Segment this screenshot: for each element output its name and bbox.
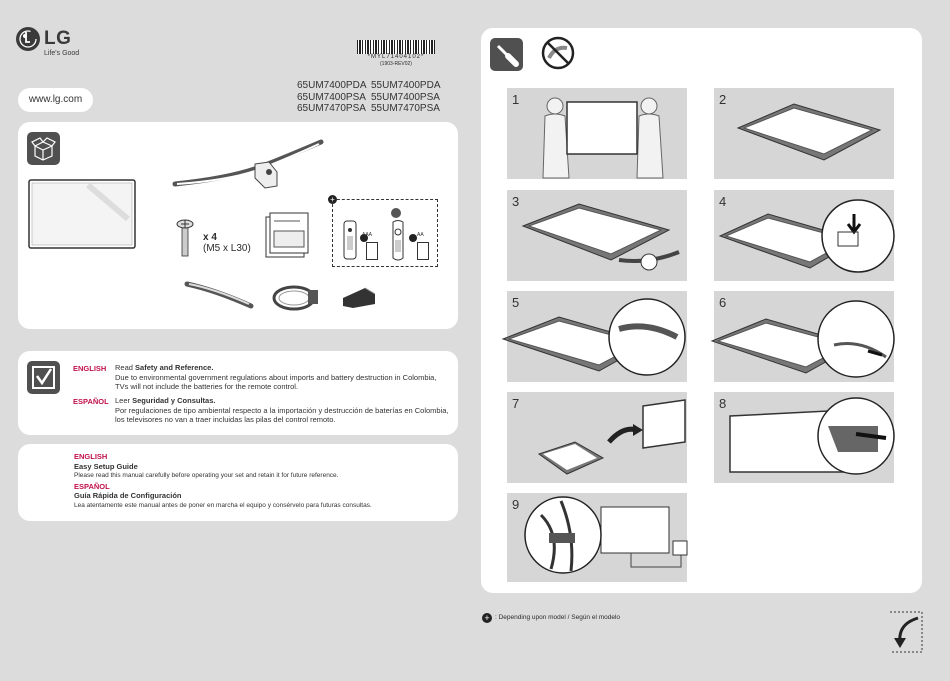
screw-icon [175,219,195,259]
step-number: 1 [512,92,520,107]
screwdriver-icon [490,38,523,71]
stand-illustration [173,136,323,194]
plus-icon: + [328,195,337,204]
step-4-panel [714,190,894,281]
safety-spanish-text: Por regulaciones de tipo ambiental respecto a la importación y destrucción de baterías en Colombia, los televisores no van a traer incluidas las pilas del control remoto. [115,405,449,424]
model-name: 55UM7470PSA [371,103,440,114]
model-list-right [371,80,440,115]
step-6-panel [714,291,894,382]
brand-logo: LG [44,28,72,49]
step-number: 4 [719,194,727,209]
battery-type-aaa: AAA [362,232,373,238]
guide-spanish-title: Guía Rápida de Configuración [74,491,182,500]
step-7-panel [507,392,687,483]
plus-icon [409,234,417,242]
accessories-panel [18,122,458,329]
magic-remote-icon [391,220,405,262]
step-number: 9 [512,497,520,512]
safety-english-block [115,363,450,392]
screw-size: (M5 x L30) [203,243,251,254]
step-8-panel [714,392,894,483]
bluetooth-icon [391,208,401,218]
safety-english-title: Safety and Reference. [135,363,214,372]
battery-icon [366,242,378,260]
step-9-panel [507,493,687,582]
battery-type-aa: AA [417,232,424,238]
cable-holder-illustration [185,280,253,310]
stand-cover-illustration [341,284,377,310]
manual-illustration [264,213,312,259]
model-name: 55UM7400PSA [371,91,440,103]
guide-text-block [74,452,449,510]
step-number: 5 [512,295,520,310]
safety-spanish-title: Seguridad y Consultas. [132,396,216,405]
barcode-revision: (1903-REV02) [380,61,412,67]
model-list-left [297,80,366,115]
guide-english-title: Easy Setup Guide [74,461,138,471]
guide-spanish-label: ESPAÑOL [74,481,110,491]
lg-logo-icon [16,27,40,51]
battery-icon [417,242,429,260]
optional-items-box [330,195,438,267]
step-number: 3 [512,194,520,209]
no-cloth-warning-icon [541,36,575,70]
screw-count: x 4 [203,232,217,243]
step-number: 2 [719,92,727,107]
safety-english-label: ENGLISH [73,364,107,373]
step-number: 8 [719,396,727,411]
remote-control-icon [343,220,357,260]
barcode [357,40,435,54]
safety-english-read: Read [115,363,133,372]
footnote-text: : Depending upon model / Según el modelo [495,614,621,621]
step-2-panel [714,88,894,179]
model-name: 55UM7400PDA [371,80,441,91]
model-name: 65UM7400PDA [297,80,367,91]
model-name: 65UM7470PSA [297,103,366,114]
safety-spanish-block [115,396,450,425]
guide-panel [18,444,458,521]
checklist-icon [27,361,60,394]
step-number: 6 [719,295,727,310]
safety-spanish-read: Leer [115,396,131,405]
step-number: 7 [512,396,520,411]
tv-illustration [28,179,136,251]
guide-english-text: Please read this manual carefully before operating your set and retain it for future reference. [74,472,339,479]
safety-spanish-label: ESPAÑOL [73,397,109,406]
box-contents-icon [27,132,60,165]
steps-panel [481,28,922,593]
guide-english-label: ENGLISH [74,452,108,461]
website-link[interactable]: www.lg.com [18,88,93,112]
barcode-number: *MYL71404102* [367,54,425,60]
plus-icon: + [482,613,492,623]
step-3-panel [507,190,687,281]
cable-tie-illustration [272,282,320,312]
step-5-panel [507,291,687,382]
model-name: 65UM7400PSA [297,91,366,103]
page-turn-icon [888,610,924,654]
safety-english-text: Due to environmental government regulations about imports and battery destruction in Colombia, TVs will not include the batteries for the remote control. [115,372,437,391]
brand-tagline: Life's Good [44,50,80,57]
guide-spanish-text: Lea atentamente este manual antes de poner en marcha el equipo y consérvelo para futuras consultas. [74,501,372,509]
step-1-panel [507,88,687,179]
safety-panel [18,351,458,435]
